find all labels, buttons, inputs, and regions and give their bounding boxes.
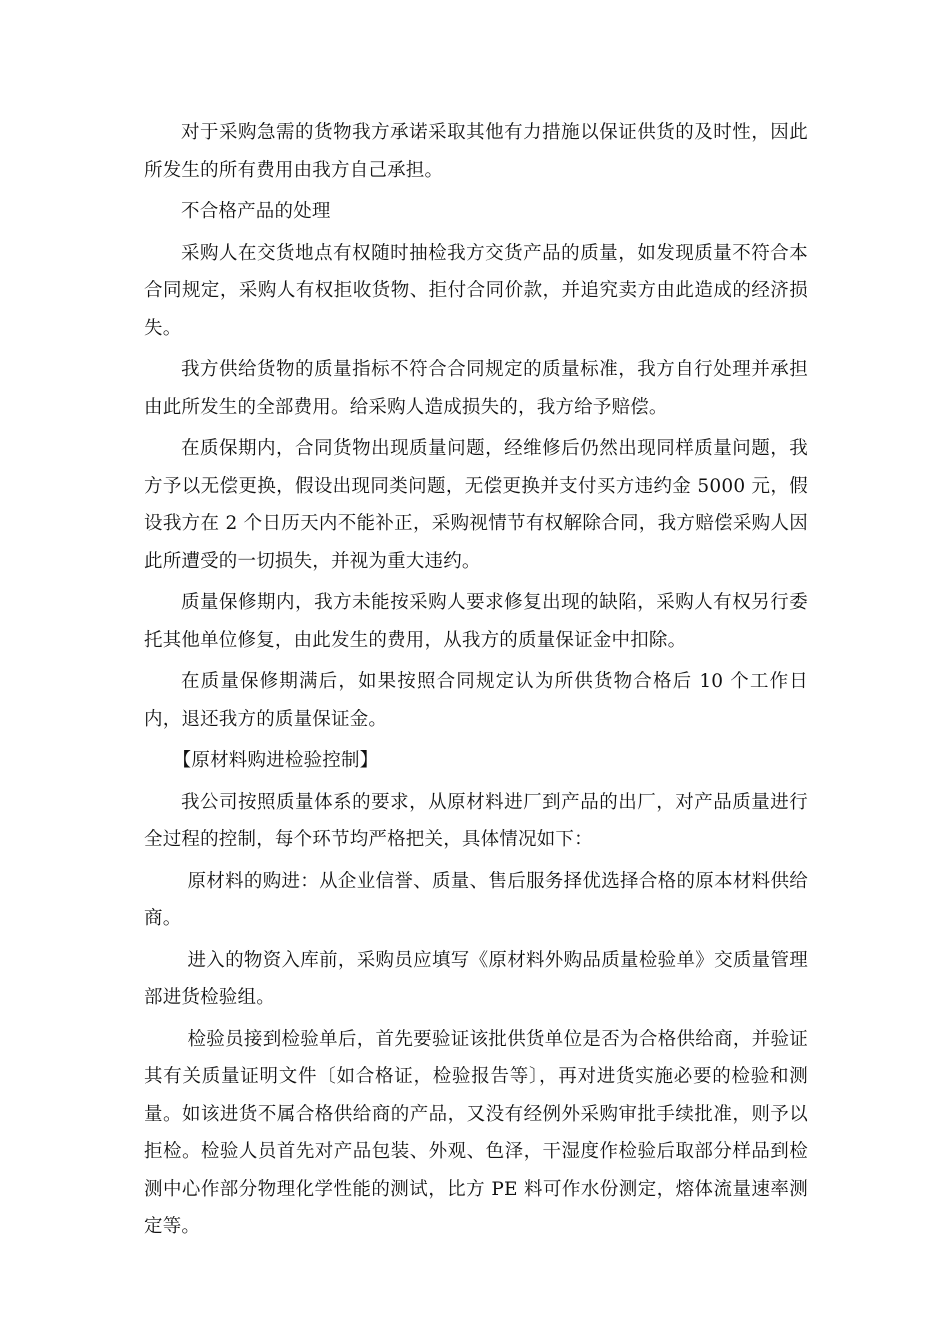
paragraph-warranty-replacement: 在质保期内，合同货物出现质量问题，经维修后仍然出现同样质量问题，我方予以无偿更换，假设出现同类问题，无偿更换并支付买方违约金 5000 元，假设我方在 2 个日历天内不能补正，采购视情节有权解除合同，我方赔偿采购人因此所遭受的一切损失，并视为重大违约。 [144,438,808,572]
paragraph-deposit-return: 在质量保修期满后，如果按照合同规定认为所供货物合格后 10 个工作日内，退还我方的质量保证金。 [144,671,808,730]
paragraph-warranty-repair: 质量保修期内，我方未能按采购人要求修复出现的缺陷，采购人有权另行委托其他单位修复，由此发生的费用，从我方的质量保证金中扣除。 [144,592,808,651]
paragraph-urgent-supply: 对于采购急需的货物我方承诺采取其他有力措施以保证供货的及时性，因此所发生的所有费用由我方自己承担。 [144,122,808,181]
paragraph-inspection-rights: 采购人在交货地点有权随时抽检我方交货产品的质量，如发现质量不符合本合同规定，采购人有权拒收货物、拒付合同价款，并追究卖方由此造成的经济损失。 [144,242,808,339]
paragraph-inspector-process: 检验员接到检验单后，首先要验证该批供货单位是否为合格供给商，并验证其有关质量证明文件〔如合格证，检验报告等〕，再对进货实施必要的检验和测量。如该进货不属合格供给商的产品，又没有经例外采购审批手续批准，则予以拒检。检验人员首先对产品包装、外观、色泽，干湿度作检验后取部分样品到检测中心作部分物理化学性能的测试，比方 PE 料可作水份测定，熔体流量速率测定等。 [144,1028,808,1237]
paragraph-quality-system: 我公司按照质量体系的要求，从原材料进厂到产品的出厂，对产品质量进行全过程的控制，每个环节均严格把关，具体情况如下： [144,791,808,850]
paragraph-quality-standard: 我方供给货物的质量指标不符合合同规定的质量标准，我方自行处理并承担由此所发生的全部费用。给采购人造成损失的，我方给予赔偿。 [144,359,808,418]
paragraph-warehouse-entry: 进入的物资入库前，采购员应填写《原材料外购品质量检验单》交质量管理部进货检验组。 [144,949,808,1008]
document-body [144,114,808,1250]
section-heading-nonconforming: 不合格产品的处理 [181,201,331,222]
section-heading-raw-material: 【原材料购进检验控制】 [172,750,379,771]
paragraph-material-purchase: 原材料的购进：从企业信誉、质量、售后服务择优选择合格的原本材料供给商。 [144,870,808,929]
